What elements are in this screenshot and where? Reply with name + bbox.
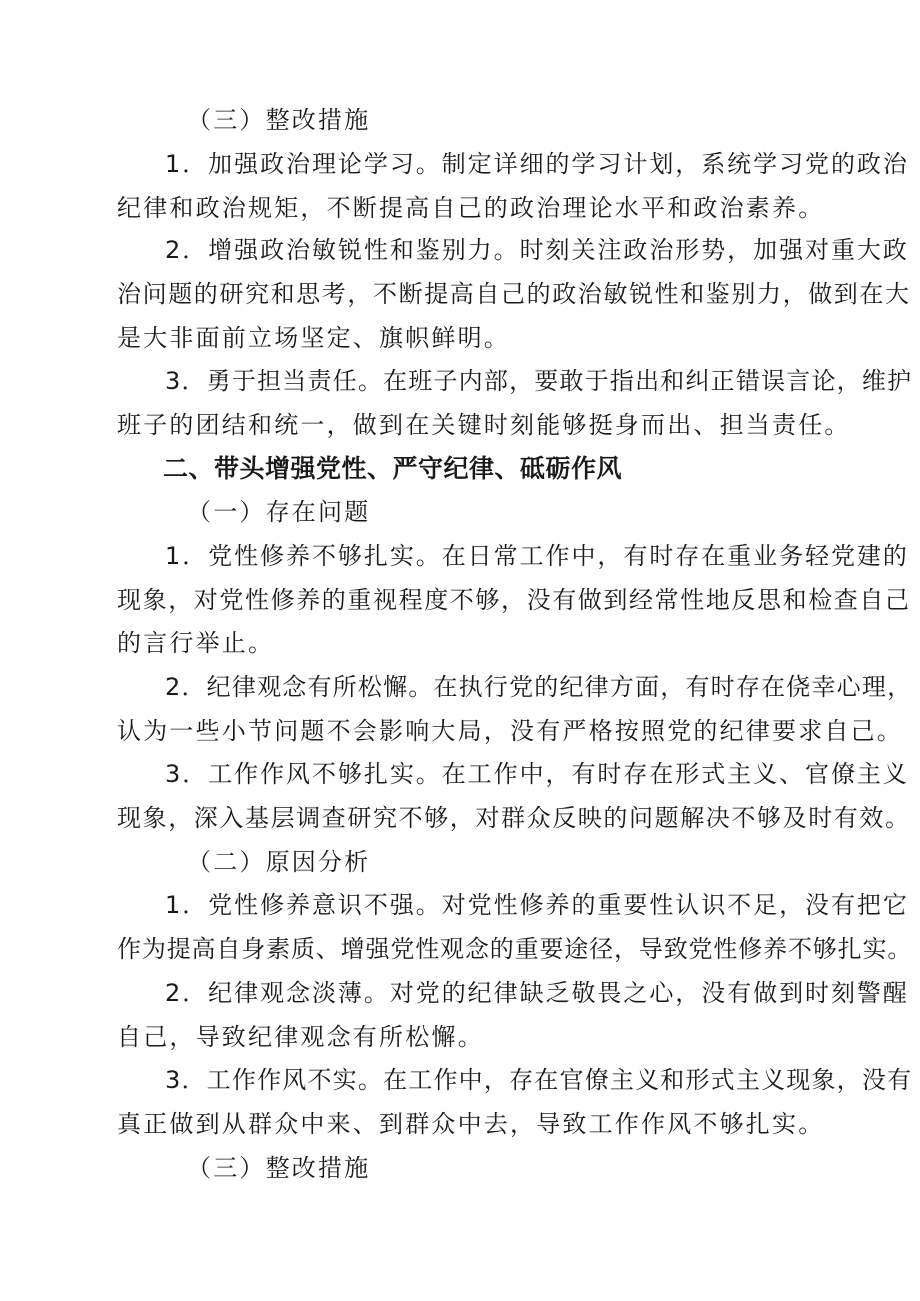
paragraph-line: 2．增强政治敏锐性和鉴别力。时刻关注政治形势，加强对重大政 — [165, 236, 909, 264]
paragraph-line: 是大非面前立场坚定、旗帜鲜明。 — [117, 324, 510, 352]
paragraph-line: 2．纪律观念淡薄。对党的纪律缺乏敬畏之心，没有做到时刻警醒 — [165, 979, 909, 1007]
section-heading-rectification-2: （三）整改措施 — [187, 1154, 371, 1182]
paragraph-line: 现象，深入基层调查研究不够，对群众反映的问题解决不够及时有效。 — [117, 804, 911, 832]
paragraph-line: 纪律和政治规矩，不断提高自己的政治理论水平和政治素养。 — [117, 194, 825, 222]
paragraph-line: 治问题的研究和思考，不断提高自己的政治敏锐性和鉴别力，做到在大 — [117, 280, 911, 308]
part-title: 二、带头增强党性、严守纪律、砥砺作风 — [163, 454, 623, 483]
section-heading-problems: （一）存在问题 — [187, 498, 371, 526]
paragraph-line: 1．加强政治理论学习。制定详细的学习计划，系统学习党的政治 — [165, 150, 909, 178]
paragraph-line: 认为一些小节问题不会影响大局，没有严格按照党的纪律要求自己。 — [117, 717, 903, 745]
paragraph-line: 3．勇于担当责任。在班子内部，要敢于指出和纠正错误言论，维护 — [165, 367, 913, 395]
paragraph-line: 作为提高自身素质、增强党性观念的重要途径，导致党性修养不够扎实。 — [117, 935, 913, 963]
paragraph-line: 3．工作作风不实。在工作中，存在官僚主义和形式主义现象，没有 — [165, 1066, 913, 1094]
paragraph-line: 的言行举止。 — [117, 629, 275, 657]
section-heading-causes: （二）原因分析 — [187, 848, 371, 876]
paragraph-line: 1．党性修养不够扎实。在日常工作中，有时存在重业务轻党建的 — [165, 542, 909, 570]
paragraph-line: 3．工作作风不够扎实。在工作中，有时存在形式主义、官僚主义 — [165, 760, 909, 788]
paragraph-line: 班子的团结和统一，做到在关键时刻能够挺身而出、担当责任。 — [117, 411, 851, 439]
paragraph-line: 现象，对党性修养的重视程度不够，没有做到经常性地反思和检查自己 — [117, 586, 911, 614]
paragraph-line: 2．纪律观念有所松懈。在执行党的纪律方面，有时存在侥幸心理， — [165, 673, 913, 701]
section-heading-rectification-1: （三）整改措施 — [187, 106, 371, 134]
paragraph-line: 自己，导致纪律观念有所松懈。 — [117, 1023, 484, 1051]
paragraph-line: 1．党性修养意识不强。对党性修养的重要性认识不足，没有把它 — [165, 891, 909, 919]
paragraph-line: 真正做到从群众中来、到群众中去，导致工作作风不够扎实。 — [117, 1110, 825, 1138]
